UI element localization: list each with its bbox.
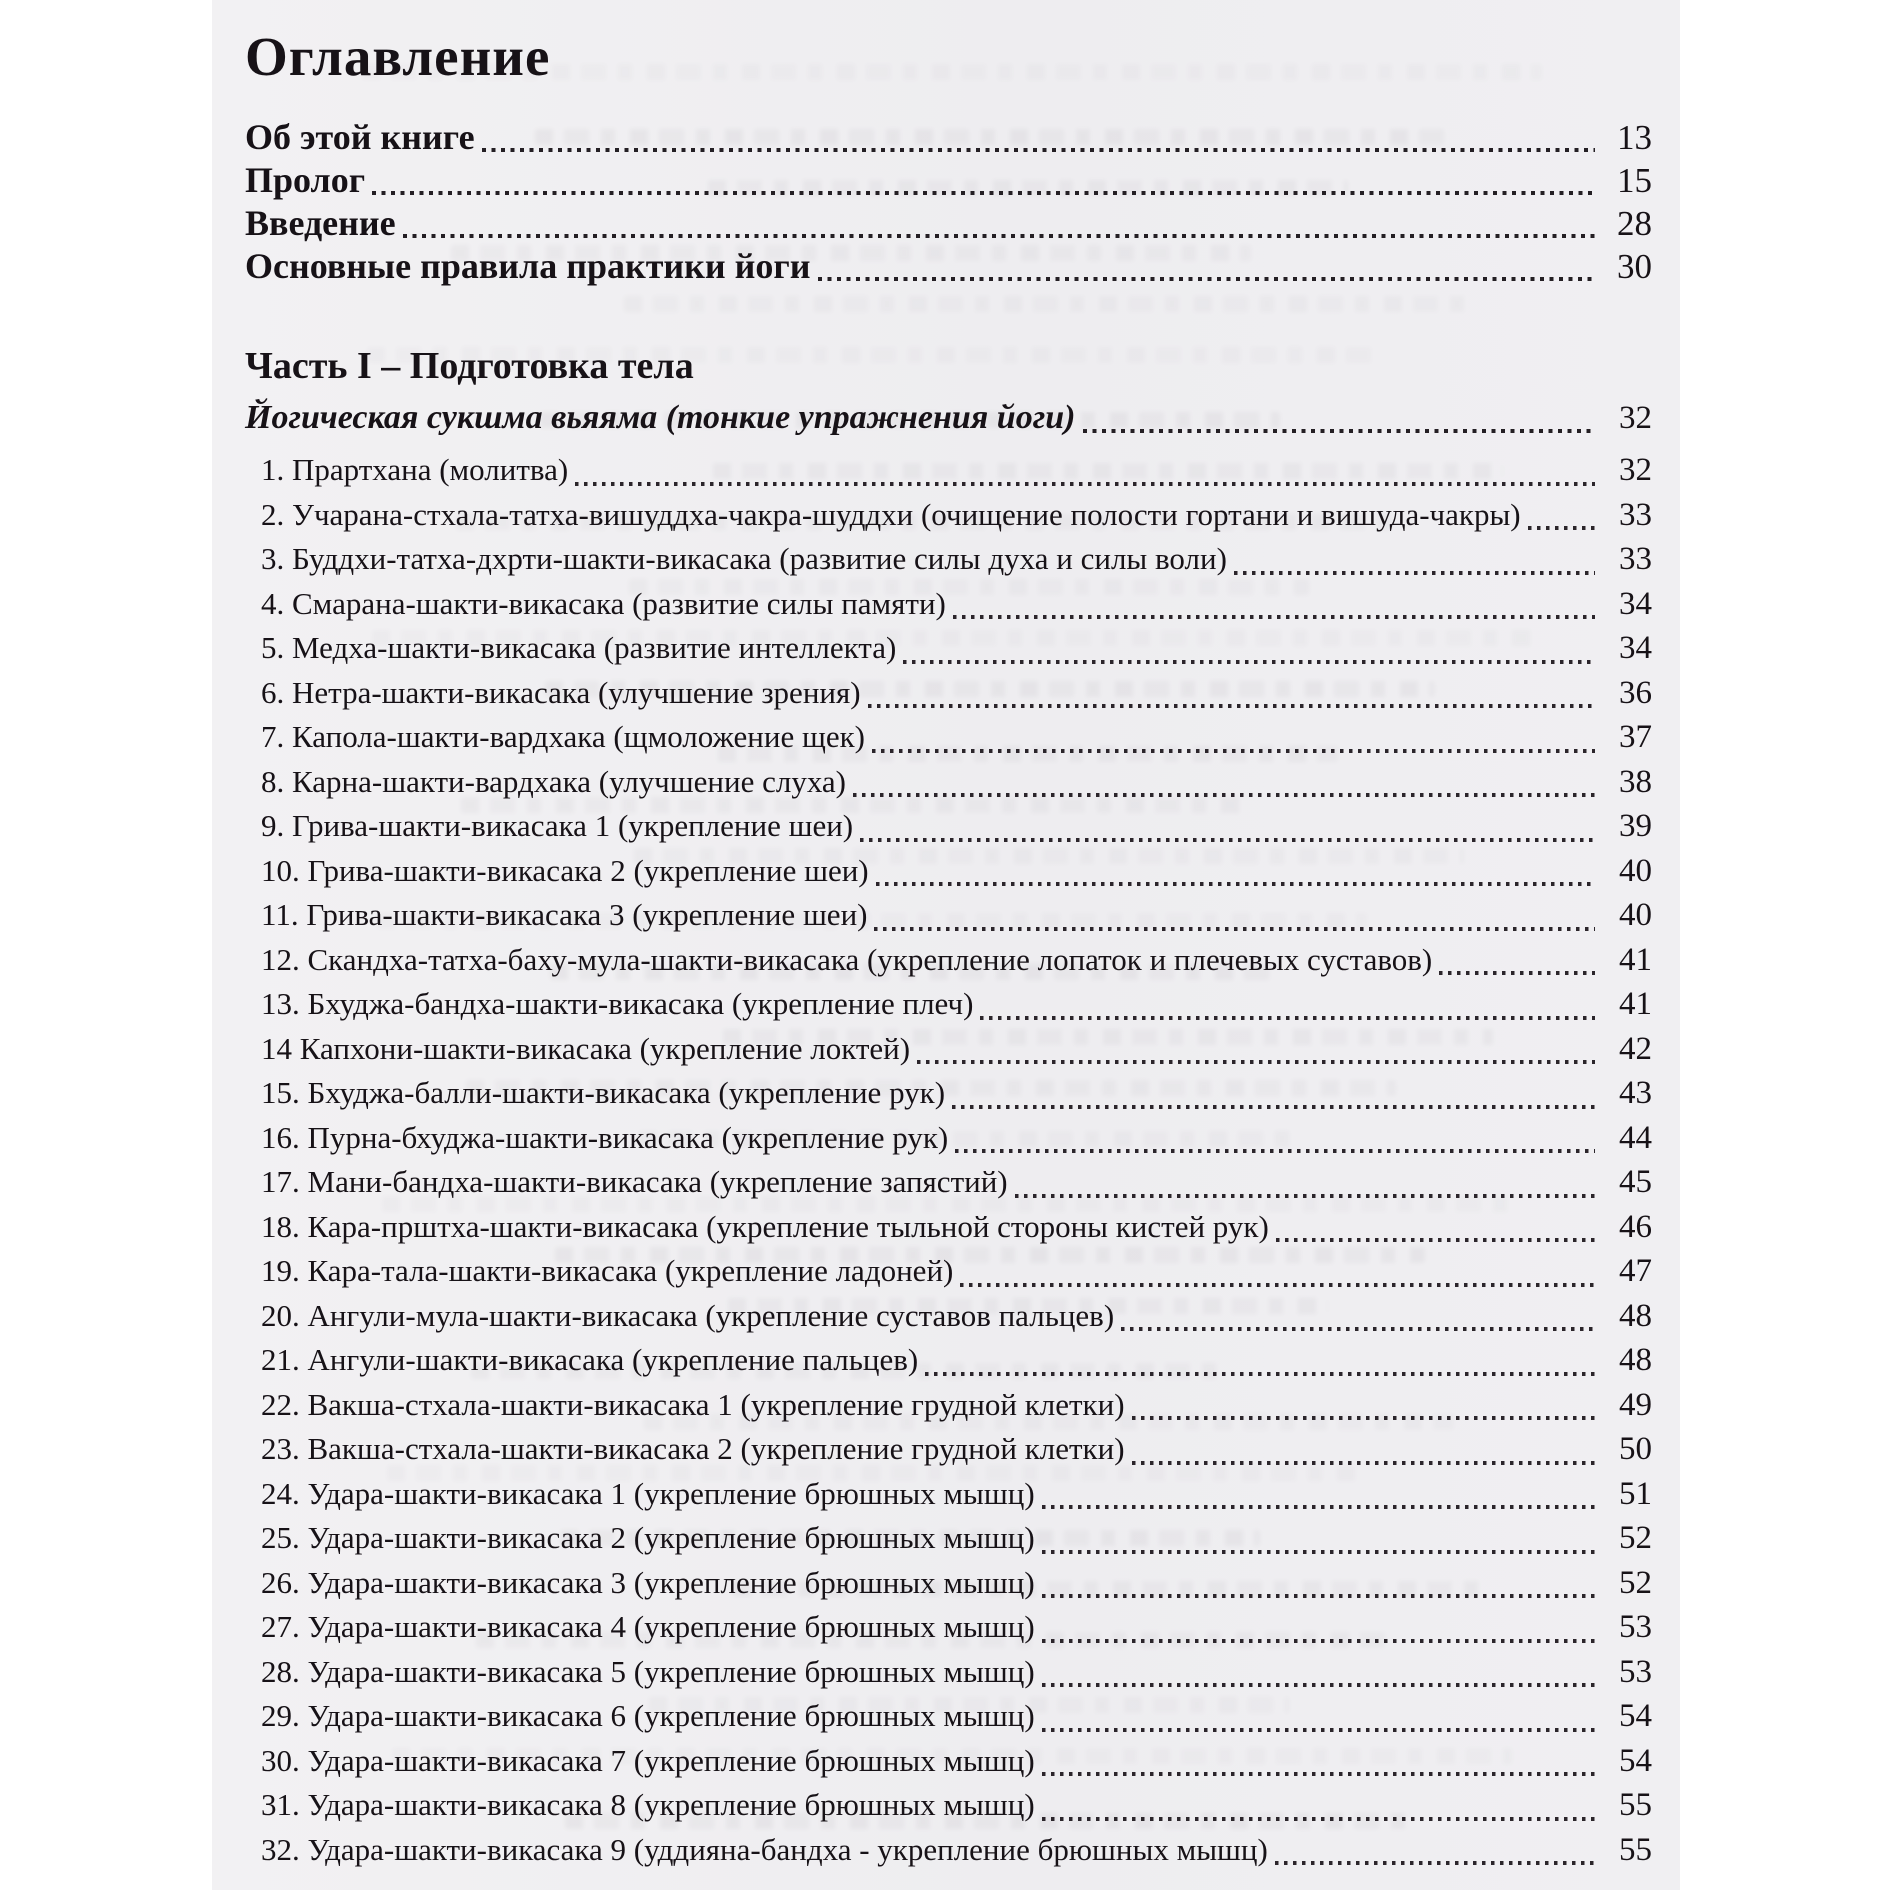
toc-entry-item — [245, 1116, 1652, 1161]
entry-label: 17. Мани-бандха-шакти-викасака (укрепление запястий) — [261, 1164, 1008, 1199]
page-number: 40 — [1619, 897, 1652, 933]
toc-entry-item — [245, 1249, 1652, 1294]
entry-label: 13. Бхуджа-бандха-шакти-викасака (укрепление плеч) — [261, 986, 974, 1021]
dot-leader — [1121, 1327, 1595, 1331]
page-number: 52 — [1619, 1520, 1652, 1556]
part-heading: Часть I – Подготовка тела — [245, 345, 694, 387]
page-number: 39 — [1619, 808, 1652, 844]
entry-label: 28. Удара-шакти-викасака 5 (укрепление брюшных мышц) — [261, 1653, 1035, 1689]
toc-entry-item — [245, 1472, 1652, 1517]
front-matter-list — [245, 116, 1652, 288]
dot-leader — [952, 1105, 1595, 1109]
entry-label: 31. Удара-шакти-викасака 8 (укрепление брюшных мышц) — [261, 1787, 1035, 1822]
toc-entry-item — [245, 1071, 1652, 1116]
dot-leader — [1042, 1639, 1595, 1643]
entry-label: 26. Удара-шакти-викасака 3 (укрепление брюшных мышц) — [261, 1564, 1035, 1600]
page-number: 40 — [1619, 852, 1652, 889]
entry-label: 19. Кара-тала-шакти-викасака (укрепление ладоней) — [261, 1253, 954, 1288]
entry-label: 29. Удара-шакти-викасака 6 (укрепление брюшных мышц) — [261, 1698, 1035, 1733]
toc-entry-item — [245, 1383, 1652, 1428]
toc-entry-item — [245, 1160, 1652, 1205]
page-number: 36 — [1619, 674, 1652, 711]
dot-leader — [1042, 1683, 1595, 1687]
dot-leader — [403, 234, 1595, 239]
page-number: 33 — [1619, 496, 1652, 533]
dot-leader — [1276, 1238, 1595, 1242]
entry-label: Об этой книге — [245, 117, 475, 157]
entry-label: 23. Вакша-стхала-шакти-викасака 2 (укрепление грудной клетки) — [261, 1431, 1125, 1466]
toc-item-list — [245, 448, 1652, 1872]
entry-label: 4. Смарана-шакти-викасака (развитие силы памяти) — [261, 585, 946, 621]
entry-label: 14 Капхони-шакти-викасака (укрепление локтей) — [261, 1030, 911, 1066]
toc-entry-item — [245, 1338, 1652, 1383]
page-number: 55 — [1619, 1831, 1652, 1868]
entry-label: 22. Вакша-стхала-шакти-викасака 1 (укрепление грудной клетки) — [261, 1386, 1125, 1422]
page-number: 15 — [1617, 161, 1652, 200]
page-number: 47 — [1619, 1253, 1652, 1289]
page-number: 54 — [1619, 1742, 1652, 1779]
dot-leader — [482, 148, 1595, 153]
toc-entry-item — [245, 1027, 1652, 1072]
page-number: 37 — [1619, 719, 1652, 755]
page-number: 13 — [1617, 118, 1652, 157]
toc-entry-item — [245, 1205, 1652, 1250]
page-number: 28 — [1617, 204, 1652, 243]
toc-entry-item — [245, 1605, 1652, 1650]
toc-entry-item — [245, 1294, 1652, 1339]
toc-entry-item — [245, 582, 1652, 627]
entry-label: 15. Бхуджа-балли-шакти-викасака (укрепление рук) — [261, 1075, 946, 1110]
page-number: 34 — [1619, 585, 1652, 622]
toc-entry-item — [245, 1561, 1652, 1606]
toc-entry-item — [245, 1694, 1652, 1739]
page-number: 44 — [1619, 1119, 1652, 1156]
page-number: 51 — [1619, 1475, 1652, 1512]
dot-leader — [1042, 1505, 1595, 1509]
toc-entry-item — [245, 626, 1652, 671]
entry-label: Введение — [245, 203, 396, 243]
dot-leader — [1042, 1550, 1595, 1554]
section-label: Йогическая сукшма вьяяма (тонкие упражнения йоги) — [245, 399, 1076, 436]
page-title: Оглавление — [245, 26, 551, 87]
toc-entry-item — [245, 893, 1652, 938]
toc-entry-item — [245, 1828, 1652, 1873]
entry-label: 25. Удара-шакти-викасака 2 (укрепление брюшных мышц) — [261, 1520, 1035, 1555]
entry-label: 9. Грива-шакти-викасака 1 (укрепление шеи) — [261, 808, 854, 843]
page-number: 49 — [1619, 1386, 1652, 1423]
toc-entry-item — [245, 982, 1652, 1027]
toc-entry-front — [245, 159, 1652, 202]
dot-leader — [872, 749, 1595, 753]
dot-leader — [903, 660, 1595, 664]
entry-label: 8. Карна-шакти-вардхака (улучшение слуха) — [261, 763, 846, 799]
dot-leader — [1132, 1461, 1595, 1465]
dot-leader — [372, 191, 1595, 196]
toc-entry-front — [245, 116, 1652, 159]
dot-leader — [1132, 1416, 1595, 1420]
entry-label: 10. Грива-шакти-викасака 2 (укрепление шеи) — [261, 852, 869, 888]
page-number: 53 — [1619, 1653, 1652, 1690]
toc-entry-item — [245, 448, 1652, 493]
toc-entry-item — [245, 804, 1652, 849]
page-number: 45 — [1619, 1164, 1652, 1200]
dot-leader — [925, 1372, 1595, 1376]
toc-entry-section — [245, 396, 1652, 440]
dot-leader — [1042, 1594, 1595, 1598]
dot-leader — [1275, 1861, 1595, 1865]
entry-label: 30. Удара-шакти-викасака 7 (укрепление брюшных мышц) — [261, 1742, 1035, 1778]
toc-entry-item — [245, 671, 1652, 716]
dot-leader — [1234, 571, 1595, 575]
page-number: 43 — [1619, 1075, 1652, 1111]
page-number: 30 — [1617, 247, 1652, 286]
page-number: 52 — [1619, 1564, 1652, 1601]
entry-label: 20. Ангули-мула-шакти-викасака (укрепление суставов пальцев) — [261, 1297, 1115, 1333]
page-number: 42 — [1619, 1030, 1652, 1067]
dot-leader — [917, 1060, 1595, 1064]
entry-label: 24. Удара-шакти-викасака 1 (укрепление брюшных мышц) — [261, 1475, 1035, 1511]
dot-leader — [960, 1283, 1595, 1287]
dot-leader — [1042, 1728, 1595, 1732]
entry-label: 1. Прартхана (молитва) — [261, 452, 569, 487]
page-number: 53 — [1619, 1609, 1652, 1645]
dot-leader — [868, 704, 1595, 708]
dot-leader — [860, 838, 1595, 842]
dot-leader — [953, 615, 1595, 619]
dot-leader — [1042, 1817, 1595, 1821]
entry-label: 32. Удара-шакти-викасака 9 (уддияна-бандха - укрепление брюшных мышц) — [261, 1831, 1268, 1867]
dot-leader — [955, 1149, 1595, 1153]
page-number: 38 — [1619, 763, 1652, 800]
page-number: 54 — [1619, 1698, 1652, 1734]
dot-leader — [980, 1016, 1595, 1020]
page-number: 32 — [1619, 400, 1652, 436]
toc-entry-item — [245, 1739, 1652, 1784]
entry-label: Основные правила практики йоги — [245, 246, 811, 286]
page-number: 48 — [1619, 1342, 1652, 1378]
toc-entry-item — [245, 1783, 1652, 1828]
entry-label: 5. Медха-шакти-викасака (развитие интеллекта) — [261, 630, 897, 665]
page-number: 46 — [1619, 1208, 1652, 1245]
page-number: 34 — [1619, 630, 1652, 666]
entry-label: 18. Кара-прштха-шакти-викасака (укрепление тыльной стороны кистей рук) — [261, 1208, 1269, 1244]
dot-leader — [1042, 1772, 1595, 1776]
toc-entry-item — [245, 537, 1652, 582]
dot-leader — [575, 482, 1595, 486]
toc-entry-item — [245, 938, 1652, 983]
entry-label: 11. Грива-шакти-викасака 3 (укрепление шеи) — [261, 897, 868, 932]
toc-entry-item — [245, 1427, 1652, 1472]
entry-label: 16. Пурна-бхуджа-шакти-викасака (укрепление рук) — [261, 1119, 949, 1155]
toc-entry-front — [245, 202, 1652, 245]
toc-entry-item — [245, 715, 1652, 760]
entry-label: 21. Ангули-шакти-викасака (укрепление пальцев) — [261, 1342, 919, 1377]
page-number: 41 — [1619, 941, 1652, 978]
entry-label: 12. Скандха-татха-баху-мула-шакти-викасака (укрепление лопаток и плечевых суставов) — [261, 941, 1433, 977]
page-number: 32 — [1619, 452, 1652, 488]
toc-entry-item — [245, 1650, 1652, 1695]
dot-leader — [1015, 1194, 1595, 1198]
dot-leader — [1439, 971, 1595, 975]
page-number: 48 — [1619, 1297, 1652, 1334]
dot-leader — [1083, 429, 1596, 434]
toc-content — [245, 28, 1652, 1872]
toc-entry-front — [245, 245, 1652, 288]
dot-leader — [818, 277, 1596, 282]
toc-entry-item — [245, 1516, 1652, 1561]
entry-label: 27. Удара-шакти-викасака 4 (укрепление брюшных мышц) — [261, 1609, 1035, 1644]
toc-entry-item — [245, 760, 1652, 805]
dot-leader — [874, 927, 1595, 931]
dot-leader — [853, 793, 1595, 797]
toc-entry-item — [245, 493, 1652, 538]
toc-page — [212, 0, 1680, 1890]
entry-label: 3. Буддхи-татха-дхрти-шакти-викасака (развитие силы духа и силы воли) — [261, 541, 1227, 576]
toc-entry-item — [245, 849, 1652, 894]
page-number: 33 — [1619, 541, 1652, 577]
dot-leader — [1528, 526, 1595, 530]
page-number: 41 — [1619, 986, 1652, 1022]
entry-label: 6. Нетра-шакти-викасака (улучшение зрения) — [261, 674, 861, 710]
page-number: 50 — [1619, 1431, 1652, 1467]
dot-leader — [876, 882, 1595, 886]
page-number: 55 — [1619, 1787, 1652, 1823]
entry-label: 7. Капола-шакти-вардхака (щмоложение щек) — [261, 719, 865, 754]
entry-label: Пролог — [245, 160, 366, 200]
entry-label: 2. Учарана-стхала-татха-вишуддха-чакра-шуддхи (очищение полости гортани и вишуда-чакры) — [261, 496, 1521, 532]
